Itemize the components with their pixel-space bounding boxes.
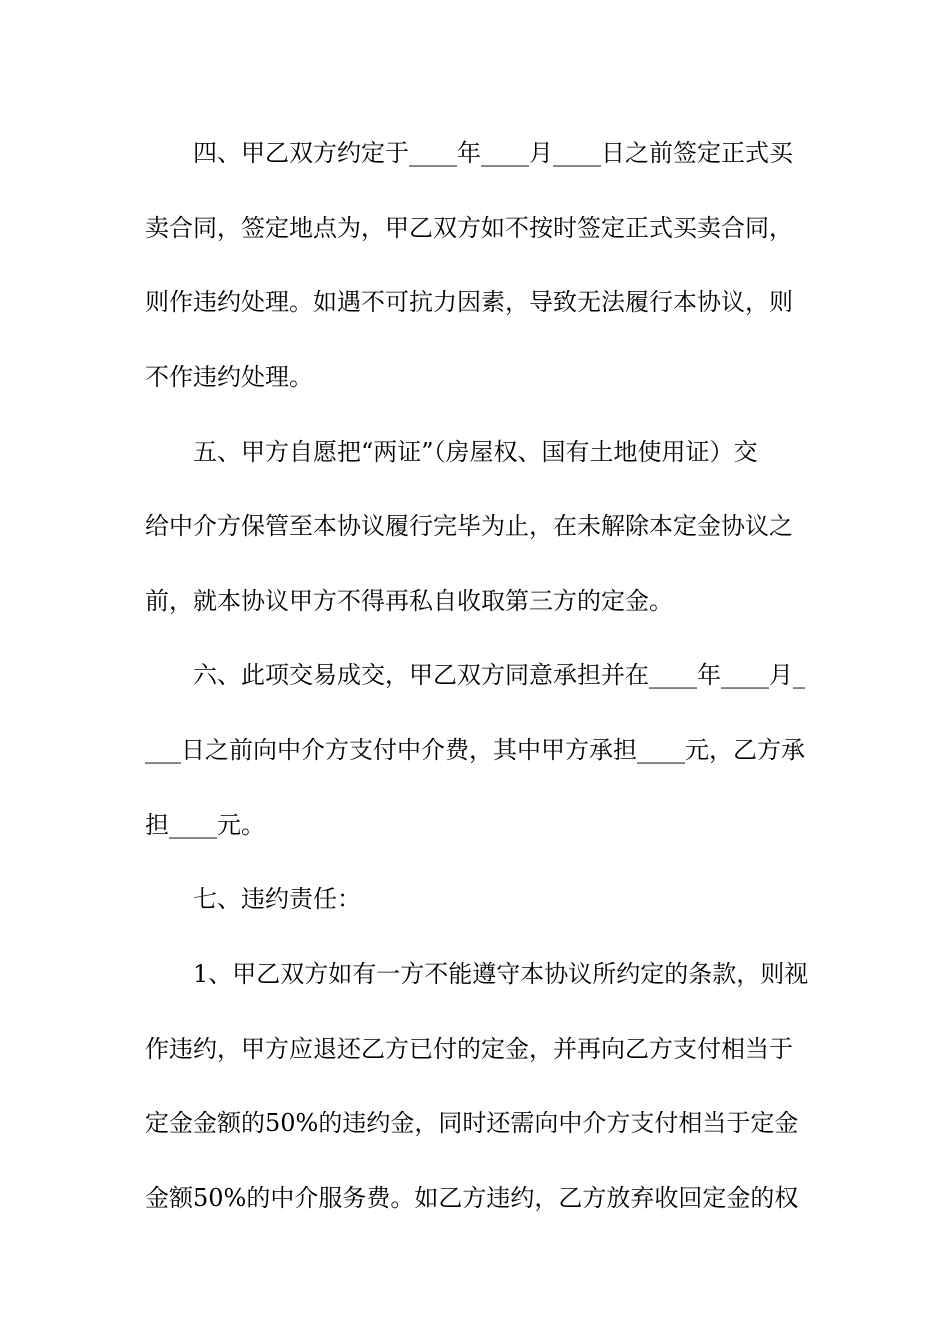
clause-5-line-3: 前，就本协议甲方不得再私自收取第三方的定金。 xyxy=(145,587,673,615)
clause-6-line-1: 六、此项交易成交，甲乙双方同意承担并在____年____月_ xyxy=(193,661,805,689)
clause-7-1-line-3: 定金金额的50%的违约金，同时还需向中介方支付相当于定金 xyxy=(145,1109,799,1137)
clause-4-line-3: 则作违约处理。如遇不可抗力因素，导致无法履行本协议，则 xyxy=(145,288,793,316)
clause-5-line-2: 给中介方保管至本协议履行完毕为止，在未解除本定金协议之 xyxy=(145,512,793,540)
clause-7-heading: 七、违约责任： xyxy=(193,885,361,913)
clause-4-line-4: 不作违约处理。 xyxy=(145,363,313,391)
clause-4-line-1: 四、甲乙双方约定于____年____月____日之前签定正式买 xyxy=(193,139,793,167)
clause-7-1-line-4: 金额50%的中介服务费。如乙方违约，乙方放弃收回定金的权 xyxy=(145,1184,799,1212)
clause-7-1-line-2: 作违约，甲方应退还乙方已付的定金，并再向乙方支付相当于 xyxy=(145,1035,793,1063)
clause-4-line-2: 卖合同，签定地点为，甲乙双方如不按时签定正式买卖合同， xyxy=(145,214,793,242)
clause-7-1-line-1: 1、甲乙双方如有一方不能遵守本协议所约定的条款，则视 xyxy=(193,960,809,988)
clause-5-line-1: 五、甲方自愿把“两证”（房屋权、国有土地使用证）交 xyxy=(193,438,758,466)
clause-6-line-3: 担____元。 xyxy=(145,811,265,839)
clause-6-line-2: ___日之前向中介方支付中介费，其中甲方承担____元，乙方承 xyxy=(145,736,805,764)
